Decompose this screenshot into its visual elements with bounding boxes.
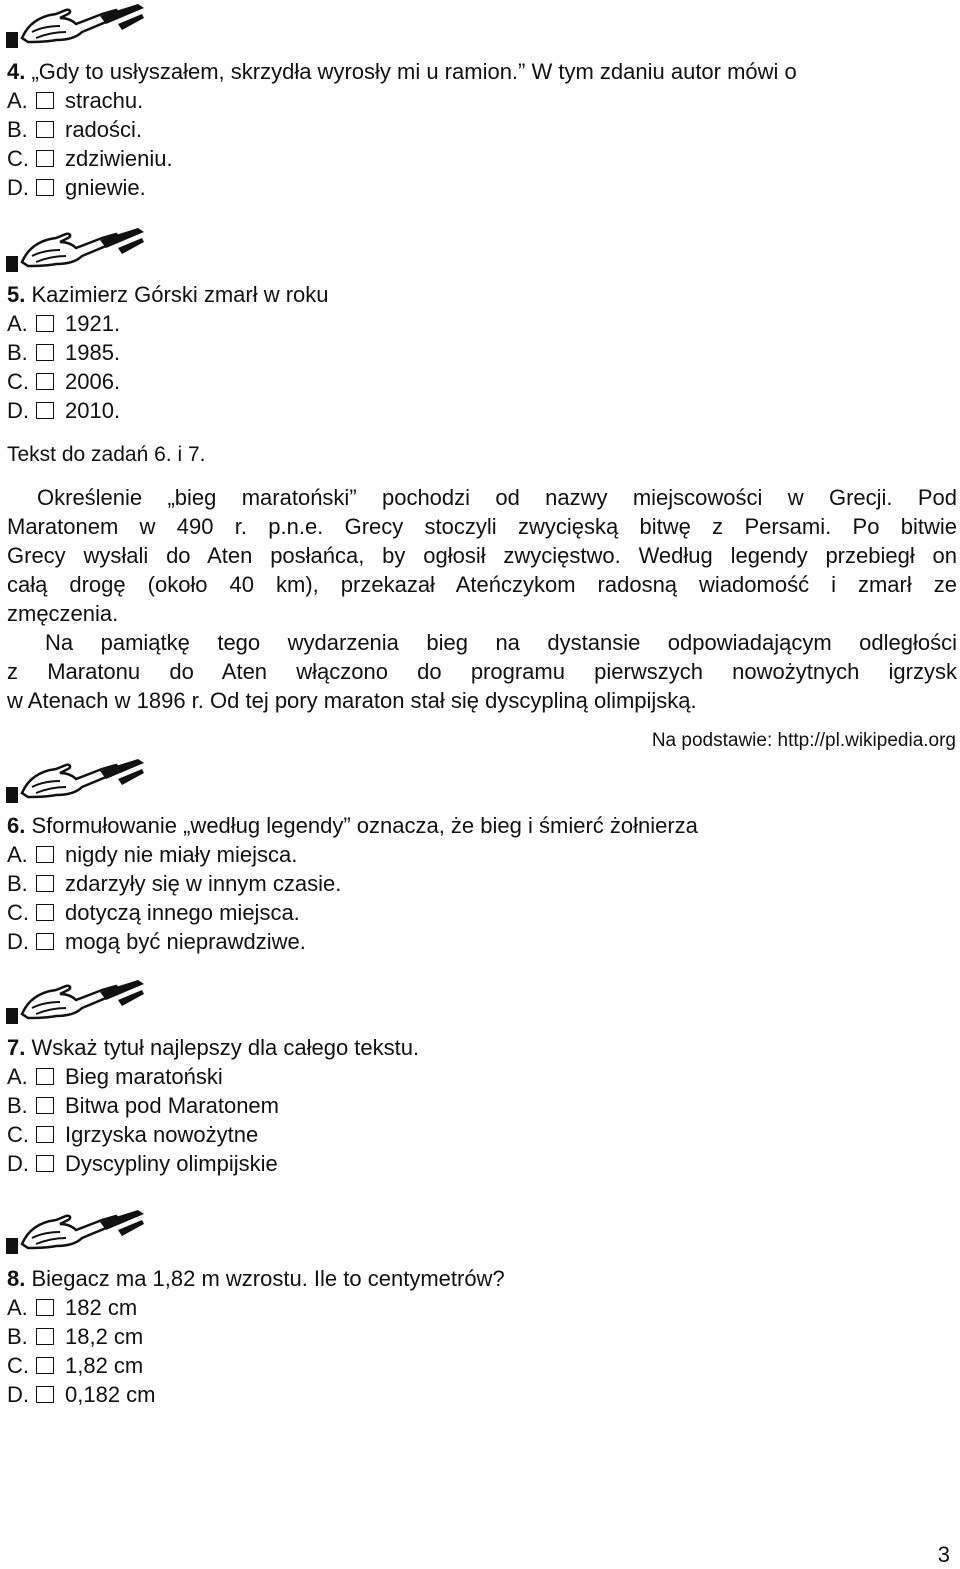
option-7c[interactable]: C. Igrzyska nowożytne xyxy=(7,1122,259,1147)
question-number: 4. xyxy=(7,59,26,84)
question-number: 5. xyxy=(7,282,26,307)
source-citation: Na podstawie: http://pl.wikipedia.org xyxy=(651,730,956,751)
checkbox[interactable] xyxy=(36,904,54,921)
question-text: Sformułowanie „według legendy” oznacza, że bieg i śmierć żołnierza xyxy=(31,813,698,838)
question-number: 7. xyxy=(7,1035,26,1060)
checkbox[interactable] xyxy=(36,875,54,892)
question-text: Kazimierz Górski zmarł w roku xyxy=(31,282,329,307)
question-5-stem xyxy=(7,280,329,309)
option-5b[interactable]: B. 1985. xyxy=(7,340,121,365)
option-6b[interactable]: B. zdarzyły się w innym czasie. xyxy=(7,871,342,896)
option-4b[interactable]: B. radości. xyxy=(7,117,143,142)
option-8b[interactable]: B. 18,2 cm xyxy=(7,1324,144,1349)
hand-writing-icon xyxy=(6,2,146,52)
question-text: Biegacz ma 1,82 m wzrostu. Ile to centymetrów? xyxy=(31,1266,505,1291)
question-6-stem xyxy=(7,811,698,840)
checkbox[interactable] xyxy=(36,402,54,419)
checkbox[interactable] xyxy=(36,1155,54,1172)
checkbox[interactable] xyxy=(36,1328,54,1345)
question-number: 8. xyxy=(7,1266,26,1291)
option-5c[interactable]: C. 2006. xyxy=(7,369,121,394)
checkbox[interactable] xyxy=(36,373,54,390)
question-7-stem xyxy=(7,1033,419,1062)
question-4-stem xyxy=(7,57,797,86)
option-8a[interactable]: A. 182 cm xyxy=(7,1295,138,1320)
page-number: 3 xyxy=(937,1542,950,1567)
question-number: 6. xyxy=(7,813,26,838)
option-4d[interactable]: D. gniewie. xyxy=(7,175,146,200)
option-6d[interactable]: D. mogą być nieprawdziwe. xyxy=(7,929,306,954)
checkbox[interactable] xyxy=(36,1126,54,1143)
hand-writing-icon xyxy=(6,978,146,1028)
option-4c[interactable]: C. zdziwieniu. xyxy=(7,146,173,171)
question-text: Wskaż tytuł najlepszy dla całego tekstu. xyxy=(31,1035,420,1060)
checkbox[interactable] xyxy=(36,150,54,167)
hand-writing-icon xyxy=(6,757,146,807)
hand-writing-icon xyxy=(6,226,146,276)
hand-writing-icon xyxy=(6,1208,146,1258)
checkbox[interactable] xyxy=(36,121,54,138)
checkbox[interactable] xyxy=(36,315,54,332)
checkbox[interactable] xyxy=(36,846,54,863)
option-5a[interactable]: A. 1921. xyxy=(7,311,121,336)
checkbox[interactable] xyxy=(36,933,54,950)
option-7b[interactable]: B. Bitwa pod Maratonem xyxy=(7,1093,279,1118)
reading-intro: Tekst do zadań 6. i 7. xyxy=(7,443,206,466)
reading-paragraph-2: Na pamiątkę tego wydarzenia bieg na dystansie odpowiadającym odległości z Maratonu do Aten włączono do programu pierwszych nowożytnych igrzysk w Atenach w 1896 r. Od tej pory maraton stał się dyscypliną olimpijską. xyxy=(7,630,957,713)
checkbox[interactable] xyxy=(36,179,54,196)
option-5d[interactable]: D. 2010. xyxy=(7,398,121,423)
option-8c[interactable]: C. 1,82 cm xyxy=(7,1353,144,1378)
option-4a[interactable]: A. strachu. xyxy=(7,88,144,113)
checkbox[interactable] xyxy=(36,344,54,361)
checkbox[interactable] xyxy=(36,1097,54,1114)
checkbox[interactable] xyxy=(36,1068,54,1085)
question-text: „Gdy to usłyszałem, skrzydła wyrosły mi u ramion.” W tym zdaniu autor mówi o xyxy=(31,59,797,84)
option-6a[interactable]: A. nigdy nie miały miejsca. xyxy=(7,842,298,867)
option-7d[interactable]: D. Dyscypliny olimpijskie xyxy=(7,1151,278,1176)
checkbox[interactable] xyxy=(36,1299,54,1316)
checkbox[interactable] xyxy=(36,92,54,109)
question-8-stem xyxy=(7,1264,505,1293)
checkbox[interactable] xyxy=(36,1386,54,1403)
option-7a[interactable]: A. Bieg maratoński xyxy=(7,1064,223,1089)
option-8d[interactable]: D. 0,182 cm xyxy=(7,1382,156,1407)
reading-paragraph-1: Określenie „bieg maratoński” pochodzi od nazwy miejscowości w Grecji. Pod Maratonem w 490 r. p.n.e. Grecy stoczyli zwycięską bitwę z Persami. Po bitwie Grecy wysłali do Aten posłańca, by ogłosił zwycięstwo. Według legendy przebiegł on całą drogę (około 40 km), przekazał Ateńczykom radosną wiadomość i zmarł ze zmęczenia. xyxy=(7,485,957,626)
checkbox[interactable] xyxy=(36,1357,54,1374)
option-6c[interactable]: C. dotyczą innego miejsca. xyxy=(7,900,300,925)
